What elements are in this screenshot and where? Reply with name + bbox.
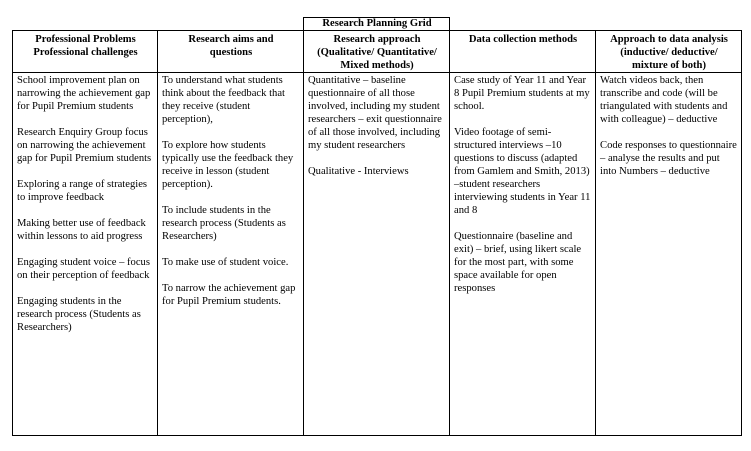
- cell-paragraph: Watch videos back, then transcribe and code (will be triangulated with students and with colleague) – deductive: [600, 75, 728, 125]
- cell-data-analysis-approach: [596, 73, 742, 436]
- header-research-approach: Research approach (Qualitative/ Quantitative/ Mixed methods): [304, 31, 450, 73]
- cell-paragraph: Exploring a range of strategies to improve feedback: [17, 179, 148, 203]
- cell-paragraph: Engaging students in the research process (Students as Researchers): [17, 296, 141, 333]
- header-professional-problems: Professional Problems Professional challenges: [13, 31, 158, 73]
- cell-paragraph: Qualitative - Interviews: [308, 166, 409, 177]
- cell-paragraph: To understand what students think about the feedback that they receive (student perception),: [162, 75, 285, 125]
- cell-research-aims: [158, 73, 304, 436]
- cell-paragraph: Making better use of feedback within lessons to aid progress: [17, 218, 146, 242]
- cell-paragraph: Code responses to questionnaire – analyse the results and put into Numbers – deductive: [600, 140, 737, 177]
- cell-paragraph: Research Enquiry Group focus on narrowing the achievement gap for Pupil Premium students: [17, 127, 152, 164]
- cell-paragraph: Engaging student voice – focus on their perception of feedback: [17, 257, 150, 281]
- header-data-collection-methods: Data collection methods: [450, 31, 596, 73]
- header-research-aims: Research aims and questions: [158, 31, 304, 73]
- cell-data-collection-methods: [450, 73, 596, 436]
- research-planning-grid: [12, 17, 742, 436]
- cell-professional-problems: [13, 73, 158, 436]
- cell-paragraph: Video footage of semi-structured interviews –10 questions to discuss (adapted from Gamlem and Smith, 2013) –student researchers interviewing students in Year 11 and 8: [454, 127, 591, 216]
- cell-research-approach: [304, 73, 450, 436]
- cell-paragraph: Case study of Year 11 and Year 8 Pupil Premium students at my school.: [454, 75, 590, 112]
- cell-paragraph: Questionnaire (baseline and exit) – brief, using likert scale for the most part, with some space available for open responses: [454, 231, 582, 294]
- cell-paragraph: School improvement plan on narrowing the achievement gap for Pupil Premium students: [17, 75, 151, 112]
- cell-paragraph: To include students in the research process (Students as Researchers): [162, 205, 286, 242]
- cell-paragraph: Quantitative – baseline questionnaire of all those involved, including my student researchers – exit questionnaire of all those involved, including my student researchers: [308, 75, 442, 151]
- grid-title: Research Planning Grid: [304, 18, 450, 31]
- cell-paragraph: To narrow the achievement gap for Pupil Premium students.: [162, 283, 296, 307]
- header-data-analysis-approach: Approach to data analysis (inductive/ deductive/ mixture of both): [596, 31, 742, 73]
- cell-paragraph: To make use of student voice.: [162, 257, 289, 268]
- cell-paragraph: To explore how students typically use the feedback they receive in lesson (student perception).: [162, 140, 294, 190]
